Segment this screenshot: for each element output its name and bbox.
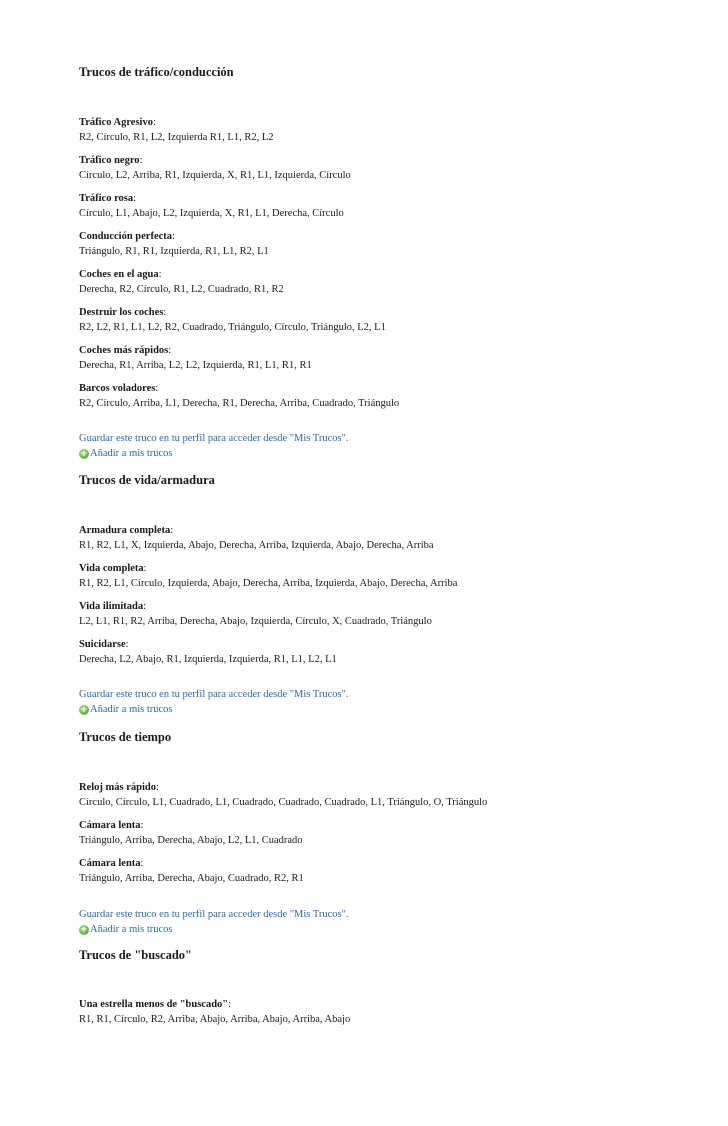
cheat-name-line: Destruir los coches:	[79, 307, 167, 318]
cheat-name-line: Cámara lenta:	[79, 820, 144, 831]
cheat-name: Cámara lenta	[79, 820, 141, 831]
cheat-code: Círculo, L2, Arriba, R1, Izquierda, X, R1, L1, Izquierda, Círculo	[79, 170, 351, 181]
cheat-name-line: Coches en el agua:	[79, 269, 162, 280]
cheat-name: Reloj más rápido	[79, 782, 156, 793]
cheat-code: Triángulo, Arriba, Derecha, Abajo, L2, L1, Cuadrado	[79, 835, 303, 846]
cheat-name: Armadura completa	[79, 525, 171, 536]
cheat-name: Barcos voladores	[79, 383, 156, 394]
cheat-name: Coches en el agua	[79, 269, 159, 280]
cheat-code: Círculo, Círculo, L1, Cuadrado, L1, Cuadrado, Cuadrado, Cuadrado, L1, Triángulo, O, Triángulo	[79, 797, 488, 808]
cheat-name: Destruir los coches	[79, 307, 164, 318]
add-to-my-cheats-link[interactable]	[79, 448, 173, 459]
cheat-name: Tráfico Agresivo	[79, 117, 153, 128]
cheat-code: R2, Círculo, Arriba, L1, Derecha, R1, Derecha, Arriba, Cuadrado, Triángulo	[79, 398, 400, 409]
cheat-name-line: Conducción perfecta:	[79, 231, 175, 242]
cheat-name: Vida ilimitada	[79, 601, 144, 612]
plus-icon: +	[80, 924, 88, 935]
plus-icon: +	[80, 448, 88, 459]
cheat-code: Derecha, R2, Círculo, R1, L2, Cuadrado, R1, R2	[79, 284, 284, 295]
cheat-name-line: Suicidarse:	[79, 639, 129, 650]
cheat-code: R2, L2, R1, L1, L2, R2, Cuadrado, Triángulo, Círculo, Triángulo, L2, L1	[79, 322, 386, 333]
section-title: Trucos de tiempo	[79, 730, 172, 744]
add-link-label: Añadir a mis trucos	[90, 448, 173, 459]
cheat-code: R2, Círculo, R1, L2, Izquierda R1, L1, R2, L2	[79, 132, 274, 143]
cheat-code: Círculo, L1, Abajo, L2, Izquierda, X, R1, L1, Derecha, Círculo	[79, 208, 344, 219]
save-cheat-link[interactable]: Guardar este truco en tu perfil para acceder desde "Mis Trucos".	[79, 433, 349, 444]
cheat-name: Vida completa	[79, 563, 144, 574]
cheat-name-line: Una estrella menos de "buscado":	[79, 999, 232, 1010]
cheat-name: Cámara lenta	[79, 858, 141, 869]
add-link-label: Añadir a mis trucos	[90, 704, 173, 715]
cheat-name: Coches más rápidos	[79, 345, 169, 356]
cheat-name: Tráfico rosa	[79, 193, 134, 204]
cheat-code: R1, R2, L1, X, Izquierda, Abajo, Derecha, Arriba, Izquierda, Abajo, Derecha, Arriba	[79, 540, 434, 551]
save-cheat-link[interactable]: Guardar este truco en tu perfil para acceder desde "Mis Trucos".	[79, 909, 349, 920]
add-link-label: Añadir a mis trucos	[90, 924, 173, 935]
cheat-code: Derecha, L2, Abajo, R1, Izquierda, Izquierda, R1, L1, L2, L1	[79, 654, 337, 665]
cheat-name-line: Tráfico negro:	[79, 155, 143, 166]
cheat-name: Suicidarse	[79, 639, 126, 650]
cheat-name-line: Reloj más rápido:	[79, 782, 159, 793]
save-cheat-link[interactable]: Guardar este truco en tu perfil para acceder desde "Mis Trucos".	[79, 689, 349, 700]
cheat-code: Triángulo, Arriba, Derecha, Abajo, Cuadrado, R2, R1	[79, 873, 304, 884]
add-to-my-cheats-link[interactable]	[79, 704, 173, 715]
cheat-name: Tráfico negro	[79, 155, 140, 166]
cheat-name-line: Armadura completa:	[79, 525, 174, 536]
cheat-name-line: Vida ilimitada:	[79, 601, 146, 612]
plus-icon: +	[80, 704, 88, 715]
cheat-code: R1, R2, L1, Círculo, Izquierda, Abajo, Derecha, Arriba, Izquierda, Abajo, Derecha, Arriba	[79, 578, 458, 589]
cheat-code: Triángulo, R1, R1, Izquierda, R1, L1, R2, L1	[79, 246, 269, 257]
cheat-code: Derecha, R1, Arriba, L2, L2, Izquierda, R1, L1, R1, R1	[79, 360, 312, 371]
section-title: Trucos de tráfico/conducción	[79, 65, 234, 79]
cheat-name: Conducción perfecta	[79, 231, 173, 242]
cheat-name: Una estrella menos de "buscado"	[79, 999, 229, 1010]
section-title: Trucos de "buscado"	[79, 948, 192, 962]
cheat-code: R1, R1, Círculo, R2, Arriba, Abajo, Arriba, Abajo, Arriba, Abajo	[79, 1014, 351, 1025]
cheat-name-line: Vida completa:	[79, 563, 147, 574]
cheat-name-line: Tráfico rosa:	[79, 193, 137, 204]
cheat-name-line: Tráfico Agresivo:	[79, 117, 156, 128]
cheat-code: L2, L1, R1, R2, Arriba, Derecha, Abajo, Izquierda, Círculo, X, Cuadrado, Triángulo	[79, 616, 432, 627]
add-to-my-cheats-link[interactable]	[79, 924, 173, 935]
cheat-name-line: Cámara lenta:	[79, 858, 144, 869]
section-title: Trucos de vida/armadura	[79, 473, 215, 487]
cheat-name-line: Coches más rápidos:	[79, 345, 172, 356]
cheat-name-line: Barcos voladores:	[79, 383, 159, 394]
